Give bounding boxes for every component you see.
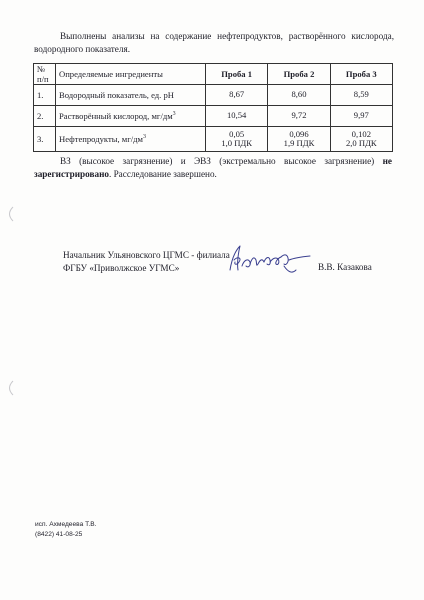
conclusion-text: ВЗ (высокое загрязнение) и ЭВЗ (экстремально высокое загрязнение): [60, 156, 375, 166]
row-sample-1: 10,54: [206, 106, 268, 127]
conclusion-end: . Расследование завершено.: [108, 168, 217, 179]
header-num: № п/п: [34, 64, 56, 85]
table-row: [34, 106, 393, 127]
header-sample-3: Проба 3: [330, 64, 392, 85]
sample-value: 0,096: [289, 128, 309, 139]
row-ingredient: [56, 127, 206, 152]
header-ingredient: Определяемые ингредиенты: [56, 64, 206, 85]
executor-name: исп. Ахмедеева Т.В.: [35, 521, 97, 528]
row-sample-2: 9,72: [268, 106, 330, 127]
handwritten-signature: [226, 240, 318, 280]
sample-value: 0,102: [351, 128, 371, 139]
unit-superscript: 3: [142, 134, 146, 141]
footer: [35, 520, 96, 539]
row-number: 1.: [34, 85, 56, 106]
row-sample-1: 8,67: [206, 85, 268, 106]
sample-pdk: 1,0 ПДК: [221, 138, 253, 148]
signatory-name: В.В. Казакова: [318, 262, 372, 272]
row-number: 2.: [34, 106, 56, 127]
executor-phone: (8422) 41-08-25: [35, 530, 83, 538]
signatory-title: [63, 249, 230, 275]
row-sample-3: [330, 127, 392, 152]
sample-pdk: 2,0 ПДК: [345, 138, 377, 148]
header-sample-2: Проба 2: [268, 64, 330, 85]
signatory-org: ФГБУ «Приволжское УГМС»: [63, 263, 180, 273]
row-ingredient: Водородный показатель, ед. рН: [56, 85, 206, 106]
signatory-position: Начальник Ульяновского ЦГМС - филиала: [63, 250, 230, 260]
sample-value: 0,05: [229, 128, 245, 139]
ingredient-label: Нефтепродукты, мг/дм: [59, 134, 143, 144]
conclusion-paragraph: [34, 155, 392, 180]
row-number: 3.: [34, 127, 56, 152]
row-sample-2: [268, 127, 330, 152]
unit-superscript: 3: [172, 111, 176, 118]
intro-paragraph: Выполнены анализы на содержание нефтепродуктов, растворённого кислорода, водородного показателя.: [34, 31, 394, 54]
punch-mark-top: [5, 206, 15, 222]
table-header-row: [34, 64, 393, 85]
conclusion-bold: не зарегистрировано: [34, 156, 392, 179]
row-sample-2: 8,60: [268, 85, 330, 106]
punch-mark-bottom: [5, 380, 15, 396]
results-table: [33, 63, 393, 152]
header-sample-1: Проба 1: [206, 64, 268, 85]
table-row: [34, 85, 393, 106]
ingredient-label: Растворённый кислород, мг/дм: [59, 111, 173, 121]
table-row: [34, 127, 393, 152]
row-sample-3: 9,97: [330, 106, 392, 127]
sample-pdk: 1,9 ПДК: [283, 138, 315, 148]
row-ingredient: [56, 106, 206, 127]
row-sample-3: 8,59: [330, 85, 392, 106]
row-sample-1: [206, 127, 268, 152]
